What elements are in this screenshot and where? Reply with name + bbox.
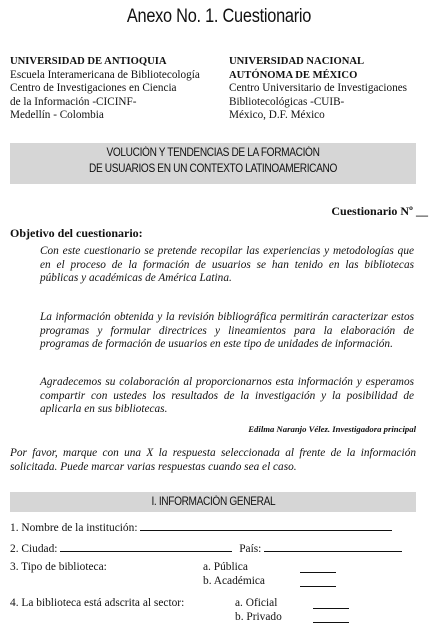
question-institution-name bbox=[10, 519, 392, 534]
signature: Edilma Naranjo Vélez. Investigadora principal bbox=[248, 424, 416, 434]
option-label: b. Privado bbox=[235, 611, 282, 623]
question-label: 3. Tipo de biblioteca: bbox=[10, 561, 107, 573]
objective-paragraph: La información obtenida y la revisión bibliográfica permitirán caracterizar estos programas y formular directrices y lineamientos para la elaboración de programas de formación de usuarios en este tipo de unidades de información. bbox=[40, 311, 414, 350]
questionnaire-number: Cuestionario Nº __ bbox=[331, 204, 428, 218]
left-institution-line: Medellín - Colombia bbox=[10, 109, 104, 122]
option-public-field[interactable] bbox=[300, 561, 336, 573]
question-label: 4. La biblioteca está adscrita al sector: bbox=[10, 597, 185, 609]
study-title-line2: DE USUARIOS EN UN CONTEXTO LATINOAMERICANO bbox=[88, 163, 337, 175]
study-title-banner bbox=[10, 143, 416, 184]
question-library-type bbox=[10, 561, 248, 573]
option-label: a. Pública bbox=[203, 561, 248, 573]
study-title-line1: VOLUCIÓN Y TENDENCIAS DE LA FORMACIÓN bbox=[106, 147, 320, 159]
question-label: 1. Nombre de la institución: bbox=[10, 522, 138, 534]
right-institution-line: México, D.F. México bbox=[229, 109, 325, 122]
left-institution-line: Escuela Interamericana de Bibliotecología bbox=[10, 68, 200, 81]
left-institution-line: de la Información -CICINF- bbox=[10, 95, 137, 108]
option-official-field[interactable] bbox=[313, 597, 349, 609]
option-label: a. Oficial bbox=[235, 597, 278, 609]
left-institution-line: Centro de Investigaciones en Ciencia bbox=[10, 82, 177, 95]
right-institution-block bbox=[229, 55, 434, 123]
instructions-text: Por favor, marque con una X la respuesta seleccionada al frente de la información solicitada. Puede marcar varias respuestas cuando sea el caso. bbox=[10, 447, 416, 473]
country-field[interactable] bbox=[264, 540, 402, 552]
right-institution-line: Centro Universitario de Investigaciones bbox=[229, 82, 408, 95]
right-institution-name-line1: UNIVERSIDAD NACIONAL bbox=[229, 56, 365, 67]
option-label: b. Académica bbox=[203, 575, 265, 587]
right-institution-line: Bibliotecológicas -CUIB- bbox=[229, 95, 345, 108]
country-label: País: bbox=[239, 543, 262, 555]
question-sector bbox=[10, 597, 278, 609]
city-field[interactable] bbox=[60, 540, 232, 552]
section-title: I. INFORMACIÓN GENERAL bbox=[151, 496, 275, 508]
document-title: Anexo No. 1. Cuestionario bbox=[126, 6, 312, 27]
section-banner bbox=[10, 492, 416, 512]
left-institution-block bbox=[10, 55, 220, 123]
question-city-country bbox=[10, 540, 402, 555]
objective-paragraph: Con este cuestionario se pretende recopilar las experiencias y metodologías que en el proceso de la formación de usuarios se han tenido en las bibliotecas públicas y académicas de América Latina. bbox=[40, 245, 414, 284]
institution-name-field[interactable] bbox=[140, 519, 392, 531]
question-label: 2. Ciudad: bbox=[10, 543, 58, 555]
objective-heading: Objetivo del cuestionario: bbox=[10, 226, 143, 240]
left-institution-name: UNIVERSIDAD DE ANTIOQUIA bbox=[10, 56, 167, 67]
objective-paragraph: Agradecemos su colaboración al proporcionarnos esta información y esperamos compartir con ustedes los resultados de la investigación y la posibilidad de aplicarla en sus bibliotecas. bbox=[40, 376, 414, 415]
option-academic-field[interactable] bbox=[300, 575, 336, 587]
option-private-field[interactable] bbox=[313, 611, 349, 623]
right-institution-name-line2: AUTÓNOMA DE MÉXICO bbox=[229, 69, 358, 81]
